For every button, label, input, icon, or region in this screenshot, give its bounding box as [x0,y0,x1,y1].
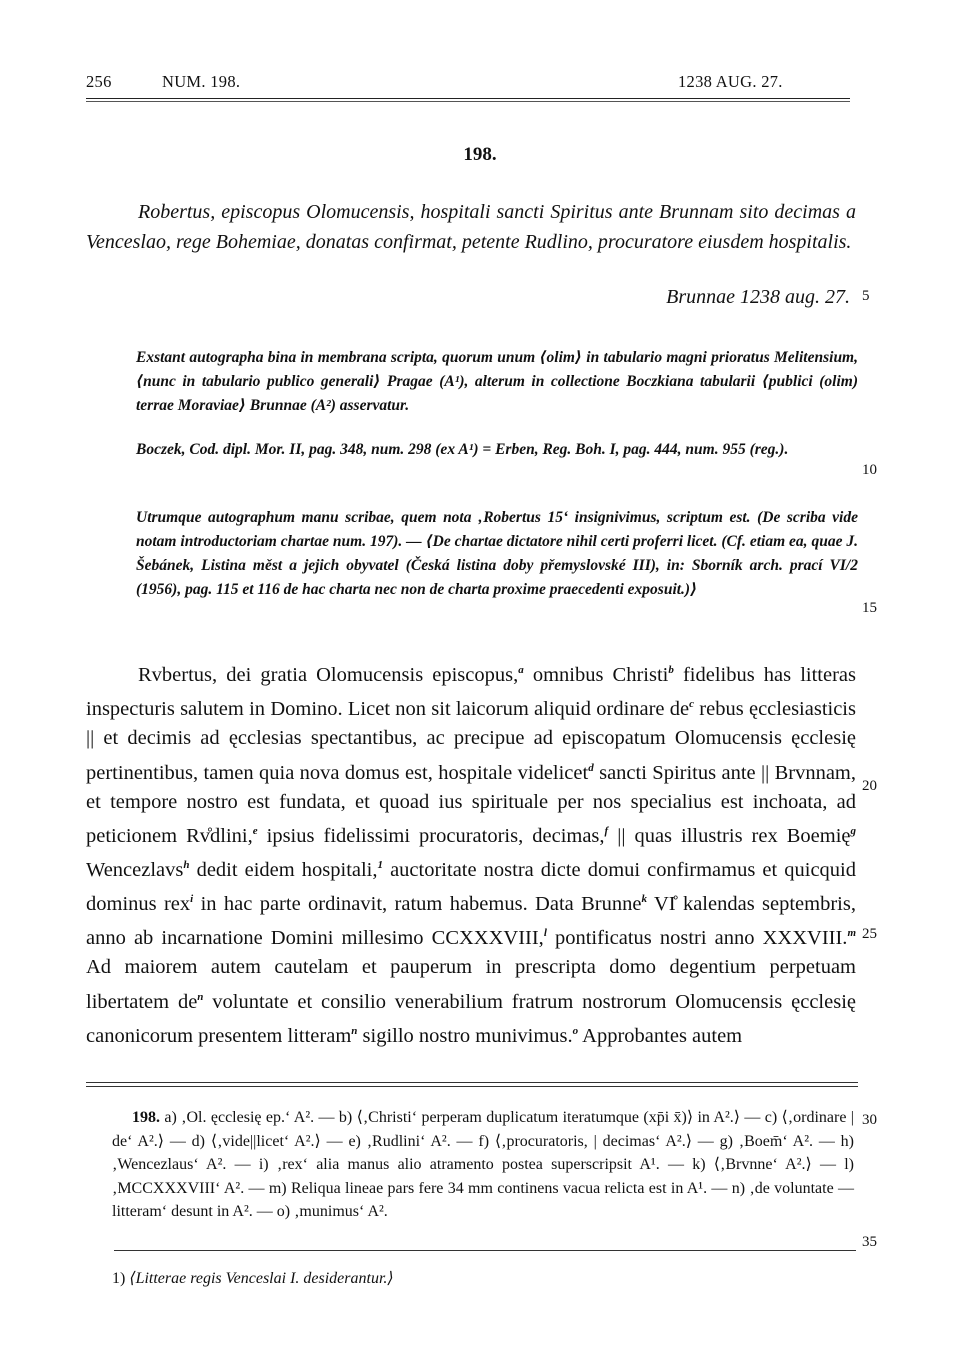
line-number: 35 [862,1234,877,1250]
footnote-number: 1) [112,1270,126,1287]
running-header [86,72,850,96]
header-rule-double [86,101,850,102]
apparatus-rule-double [86,1086,858,1087]
intro-paragraph-editions: Boczek, Cod. dipl. Mor. II, pag. 348, num. 298 (ex A¹) = Erben, Reg. Boh. I, pag. 444, num. 955 (reg.). [136,441,789,458]
place-date: Brunnae 1238 aug. 27. [666,286,850,308]
line-number: 15 [862,600,877,616]
regest: Robertus, episcopus Olomucensis, hospitali sancti Spiritus ante Brunnam sito decimas a Venceslao, rege Bohemiae, donatas confirmat, petente Rudlino, procuratore eiusdem hospitalis. [86,201,856,253]
page-number: 256 [86,72,112,91]
apparatus-label: 198. [132,1109,160,1126]
apparatus-text: a) ‚Ol. ęcclesię ep.‘ A². — b) ⟨‚Christi‘ perperam duplicatum iteratumque (xp̄i x̄)⟩ in A².⟩ — c) ⟨‚ordinare | de‘ A².⟩ — d) ⟨‚vide||licet‘ A².⟩ — e) ‚Rudlini‘ A². — f) ⟨‚procuratoris, | decimas‘ A².⟩ — g) ‚Boem̄‘ A². — h) ‚Wencezlaus‘ A². — i) ‚rex‘ alia manus alio atramento postea superscripsit A¹. — k) ⟨‚Brvnne‘ A².⟩ — l) ‚MCCXXXVIII‘ A². — m) Reliqua lineae pars fere 34 mm continens vacua relicta est in A¹. — n) ‚de voluntate — litteram‘ desunt in A². — o) ‚munimus‘ A². [112,1109,854,1220]
intro-paragraph-scribe: Utrumque autographum manu scribae, quem nota ‚Robertus 15‘ insignivimus, scriptum est. (De scriba vide notam introductoriam chartae num. 197). — ⟨De chartae dictatore nihil certi proferri licet. (Cf. etiam ea, quae J. Šebánek, Listina měst a jejich obyvatel (Česká listina doby přemyslovské III), in: Sborník arch. prací VI/2 (1956), pag. 115 et 116 de hac charta nec non de charta proxime praecedenti exposuit.)⟩ [136,509,858,598]
intro-paragraph-sources: Exstant autographa bina in membrana scripta, quorum unum ⟨olim⟩ in tabulario magni prioratus Melitensium, ⟨nunc in tabulario publico generali⟩ Pragae (A¹), alterum in collectione Boczkiana tabularii ⟨publici (olim) terrae Moraviae⟩ Brunnae (A²) asservatur. [136,349,858,414]
document-number-header: NUM. 198. [162,72,241,91]
line-number: 25 [862,926,877,942]
apparatus-rule [86,1082,858,1083]
line-number: 10 [862,462,877,478]
line-number: 20 [862,778,877,794]
document-number: 198. [463,144,497,165]
footnote-rule [114,1250,856,1251]
footnote-text: ⟨Litterae regis Venceslai I. desiderantur.⟩ [129,1270,394,1287]
footnote [112,1268,852,1288]
header-date: 1238 AUG. 27. [678,72,783,91]
line-number: 30 [862,1112,877,1128]
line-number: 5 [862,288,870,304]
header-rule [86,98,850,99]
critical-apparatus [112,1106,854,1224]
charter-text: Rvbertus, dei gratia Olomucensis episcopus,$^a$ omnibus Christi$^b$ fidelibus has litteras inspecturis salutem in Domino. Licet non sit laicorum aliquid ordinare $de^c$ rebus ęcclesiasticis || et decimis ad ęcclesias spectantibus, ac precipue ad episcopatum Olomucensis ęcclesię pertinentibus, tamen quia nova domus est, hospitale videlicet$^d$ sancti Spiritus ante || Brvnnam, et tempore nostro est fundata, et quoad ius spirituale per nos specialius est inchoata, ad peticionem Rv̊dlini,$^e$ ipsius fidelissimi procuratoris, decimas,$^f$ || quas illustris rex Boemię$^g$ Wencezlavs$^h$ dedit eidem hospitali,$^1$ auctoritate nostra dicte domui confirmamus et quicquid dominus rex$^i$ in hac parte ordinavit, ratum habemus. Data Brunne$^k$ VI̊ kalendas septembris, anno ab incarnatione Domini millesimo CCXXXVIII,$^l$ pontificatus nostri anno XXXVIII.$^m$ Ad maiorem autem cautelam et pauperum in prescripta domo degentium perpetuam libertatem $de^n$ voluntate et consilio venerabilium fratrum nostrorum Olomucensis ęcclesię canonicorum presentem litteram$^n$ sigillo nostro munivimus.$^o$ Approbantes autem [86,663,857,1047]
